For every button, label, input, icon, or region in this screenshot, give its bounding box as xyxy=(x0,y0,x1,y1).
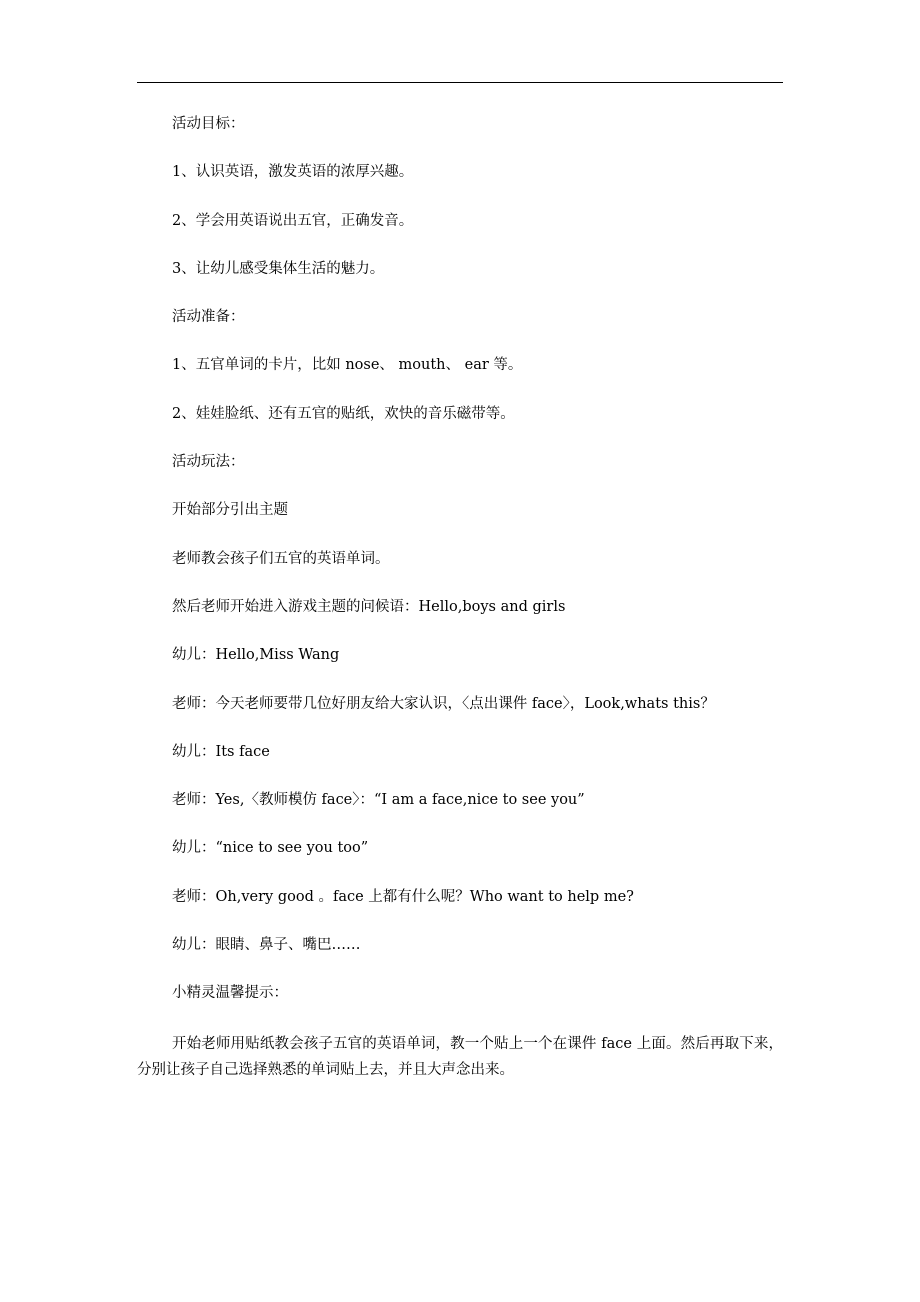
dialogue-line: 老师：今天老师要带几位好朋友给大家认识，〈点出课件 face〉，Look,whats this？ xyxy=(172,695,715,712)
play-intro: 开始部分引出主题 xyxy=(172,502,288,519)
play-step: 然后老师开始进入游戏主题的问候语：Hello,boys and girls xyxy=(172,598,566,615)
tips-paragraph: 开始老师用贴纸教会孩子五官的英语单词，教一个贴上一个在课件 face 上面。然后再取下来，分别让孩子自己选择熟悉的单词贴上去，并且大声念出来。 xyxy=(137,1035,783,1078)
heading-activity-play: 活动玩法： xyxy=(172,454,245,471)
dialogue-line: 幼儿：眼睛、鼻子、嘴巴…… xyxy=(172,937,361,954)
heading-activity-preparation: 活动准备： xyxy=(172,309,245,326)
preparation-item-2: 2、娃娃脸纸、还有五官的贴纸，欢快的音乐磁带等。 xyxy=(172,405,515,422)
preparation-item-1: 1、五官单词的卡片，比如 nose、 mouth、 ear 等。 xyxy=(172,357,523,374)
dialogue-line: 老师：Oh,very good 。face 上都有什么呢？Who want to help me? xyxy=(172,888,634,905)
heading-activity-goals: 活动目标： xyxy=(172,116,245,132)
dialogue-line: 幼儿：“nice to see you too” xyxy=(172,840,369,857)
document-body xyxy=(137,113,783,1083)
header-rule xyxy=(137,82,783,83)
goal-item-1: 1、认识英语，激发英语的浓厚兴趣。 xyxy=(172,164,414,181)
goal-item-3: 3、让幼儿感受集体生活的魅力。 xyxy=(172,260,385,277)
dialogue-line: 幼儿：Its face xyxy=(172,743,270,760)
dialogue-line: 幼儿：Hello,Miss Wang xyxy=(172,647,340,664)
play-step: 老师教会孩子们五官的英语单词。 xyxy=(172,550,390,567)
heading-tips: 小精灵温馨提示： xyxy=(172,985,288,1002)
dialogue-line: 老师：Yes,〈教师模仿 face〉：“I am a face,nice to see you” xyxy=(172,792,585,809)
goal-item-2: 2、学会用英语说出五官，正确发音。 xyxy=(172,212,414,229)
